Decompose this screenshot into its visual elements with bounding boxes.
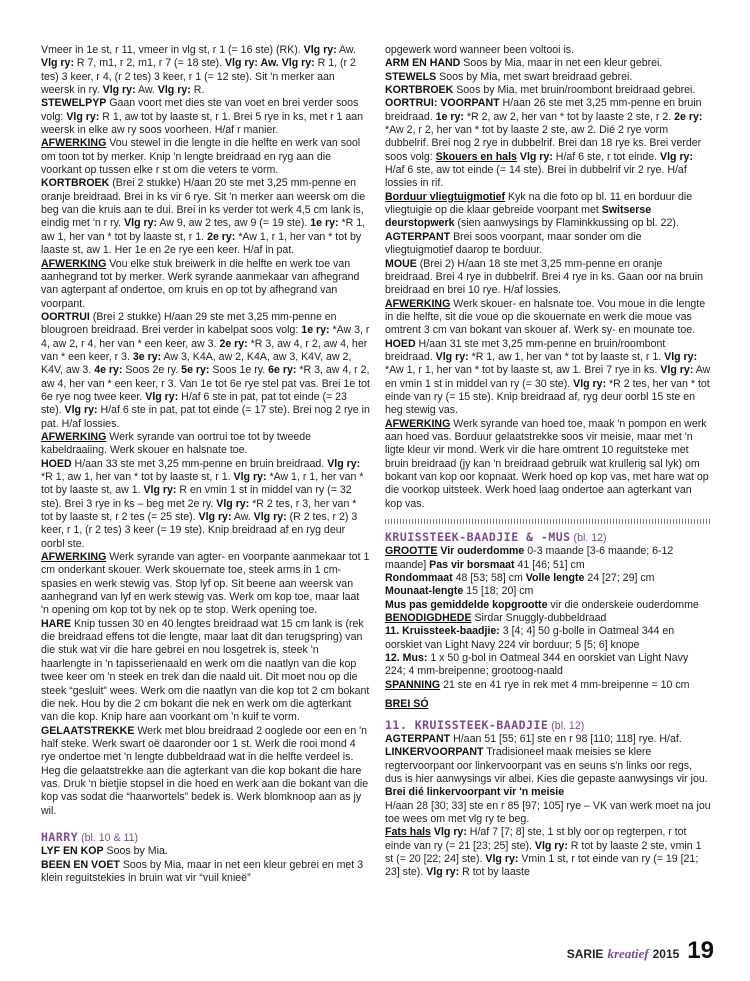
paragraph <box>385 338 711 418</box>
paragraph <box>385 625 711 652</box>
bold-term: Fats hals <box>385 826 431 839</box>
text-run: 24 [27; 29] cm <box>584 572 655 585</box>
paragraph <box>385 57 711 70</box>
bold-term: Vlg ry: <box>66 110 100 123</box>
text-run: 0-3 maande [3-6 maande; 6-12 maande] <box>385 545 674 571</box>
bold-term: Vlg ry: <box>233 471 267 483</box>
footer-brand: SARIE <box>566 947 604 961</box>
text-run: Aw. <box>336 44 356 56</box>
paragraph <box>41 725 370 818</box>
bold-term: LYF EN KOP <box>41 845 104 858</box>
text-run: Tradisioneel maak meisies se klere regtervoorpant oor linkervoorpant vas en seuns s'n links oor regs, dus is hier aanwysings vir albei. Kies die gepaste aanwysings vir jou. <box>385 746 708 785</box>
text-run: R 7, m1, r 2, m1, r 7 (= 18 ste). <box>73 57 225 70</box>
text-run: 41 [46; 51] cm <box>514 558 585 571</box>
paragraph <box>385 44 711 57</box>
text-run: Knip tussen 30 en 40 lengtes breidraad wat 15 cm lank is (rek die breidraad effens tot die lengte, maar laat dit dan terugspring) van die stuk wat vir die hare gebrei en nou losgetrek is, steek 'n haarlengte in 'n tapisserienaald en werk om die naatlyn van die kop twee keer om 'n steek en trek dan die naald uit. Dit moet nou op die steek “gesluit” wees. Werk om die naatlyn van die kop tot 2 cm bokant die nek. Hou by die 2 cm bokant die nek en werk om die agterkant van die kop. Knip hare aan voorkant om 'n kuif te vorm. <box>41 617 370 724</box>
bold-term: 2e ry: <box>219 337 248 350</box>
text-run: *R 3, aw 4, r 2, aw 4, her van * een keer, r 3. Van 1e tot 6e rye stel pat vas. Brei 1e tot 6e rye nog twee keer. <box>41 364 370 403</box>
paragraph <box>385 71 711 84</box>
paragraph <box>41 97 370 137</box>
bold-term: 12. Mus: <box>385 652 428 665</box>
text-run: H/af 6 ste in pat, pat tot einde (= 17 ste). Brei nog 2 rye in pat. H/af lossies. <box>41 404 370 430</box>
text-run: H/aan 51 [55; 61] ste en r 98 [110; 118] rye. H/af. <box>450 732 682 745</box>
text-run: H/aan 33 ste met 3,25 mm-penne en bruin breidraad. <box>71 457 328 470</box>
bold-term: OORTRUI: VOORPANT <box>385 97 500 110</box>
text-run: *R 2, aw 2, her van * tot by laaste 2 ste, r 2. <box>463 110 675 123</box>
section-title: 11. KRUISSTEEK-BAADJIE <box>385 717 549 732</box>
bold-term: KORTBROEK <box>385 84 454 97</box>
paragraph <box>41 859 370 886</box>
page-footer <box>567 937 714 965</box>
bold-term: 3e ry: <box>132 350 162 363</box>
bold-term: Vlg ry: <box>573 377 607 390</box>
page-reference: (bl. 12) <box>548 719 585 732</box>
section-title: KRUISSTEEK-BAADJIE & -MUS <box>385 530 571 545</box>
page-number: 19 <box>687 937 714 964</box>
text-run: Werk met blou breidraad 2 ooglede oor een en 'n half steke. Werk swart oë daaronder oor 1 st. Werk die rooi mond 4 rye ondertoe met 'n lengte dubbeldraad wat in die helfte verdeel is. Heg die gelaatstrekke aan die agterkant van die kop bokant die hare vas. Druk 'n bietjie stopsel in die hoed en werk aan die bokant van die kop vas sodat die “haarwortels” bedek is. Werk blomknoop aan as jy wil. <box>41 724 369 817</box>
text-run: (Brei 2 stukke) H/aan 29 ste met 3,25 mm-penne en blougroen breidraad. Brei verder in kabelpat soos volg: <box>41 310 337 337</box>
paragraph <box>385 258 711 298</box>
text-run: Vmin 1 st, r tot einde van ry (= 19 [21; 23] ste). <box>385 852 699 879</box>
bold-term: Rondommaat <box>385 572 453 585</box>
text-run: opgewerk word wanneer been voltooi is. <box>385 44 575 56</box>
text-run: (sien aanwysings by Flaminkkussing op bl. 22). <box>454 217 679 230</box>
bold-term: ARM EN HAND <box>385 57 461 70</box>
spacer <box>41 818 370 824</box>
text-run: *Aw 1, r 1, her van * tot by laaste st, aw 1. <box>41 471 364 497</box>
text-run: Gaan voort met dies ste van voet en brei verder soos volg: <box>41 97 359 123</box>
text-run: Aw 3, K4A, aw 2, K4A, aw 3, K4V, aw 2, K4V, aw 3. <box>41 350 352 377</box>
bold-term: AFWERKING <box>385 297 451 310</box>
text-run: 48 [53; 58] cm <box>452 572 526 585</box>
text-run: 3 [4; 4] 50 g-bolle in Oatmeal 344 en oorskiet van Light Navy 224 vir borduur; 5 [5; 6] knope <box>385 625 675 651</box>
text-run: Soos by Mia, maar in net een kleur gebrei en met 3 klein reguitstekies in bruin wat vir “vuil knieë” <box>41 858 364 884</box>
paragraph <box>385 733 711 746</box>
paragraph <box>385 652 711 679</box>
bold-term: Vlg ry: <box>519 150 553 163</box>
bold-term: 1e ry: <box>310 217 339 230</box>
paragraph <box>385 746 711 786</box>
text-run: H/af 6 ste, aw tot einde (= 14 ste). Brei in dubbelrif vir 2 rye. H/af lossies in rif. <box>385 164 687 190</box>
text-run: H/aan 31 ste met 3,25 mm-penne en bruin/roombont breidraad. <box>385 337 666 363</box>
bold-term: BREI SÓ <box>385 698 429 711</box>
bold-term: STEWELS <box>385 70 437 83</box>
text-run: Soos by Mia, met swart breidraad gebrei. <box>436 70 633 83</box>
text-run: Vou elke stuk breiwerk in die helfte en werk toe van aanhegrand tot by merker. Werk syrande aanmekaar van afhegrand van agterpant af ondertoe, om kruis en op tot by afhegrand van voorpant. <box>41 257 360 310</box>
text-run: Werk syrande van oortrui toe tot by tweede kabeldraaiing. Werk skouer en halsnate toe. <box>41 430 312 457</box>
text-run: R. <box>190 84 205 97</box>
bold-term: Vlg ry: <box>433 826 467 839</box>
text-run: Vmeer in 1e st, r 11, vmeer in vlg st, r 1 (= 16 ste) (RK). <box>41 44 304 56</box>
bold-term: Vlg ry: <box>327 457 361 470</box>
bold-term: AGTERPANT <box>385 732 451 745</box>
bold-term: Vlg ry: <box>435 350 469 363</box>
text-run: R 1, aw tot by laaste st, r 1. Brei 5 rye in ks, met r 1 aan weersk in elke aw ry soos voorheen. H/af r manier. <box>41 110 364 137</box>
bold-term: AFWERKING <box>41 257 107 270</box>
paragraph <box>41 137 370 177</box>
bold-term: 1e ry: <box>301 324 330 337</box>
bold-term: Vlg ry: <box>485 852 519 865</box>
paragraph <box>385 191 711 231</box>
text-run: *Aw 2, r 2, her van * tot by laaste 2 ste, aw 2. Dié 2 rye vorm dubbelrif. Brei nog 2 rye in dubbelrif. Brei dan 18 rye ks. Brei verder soos volg: <box>385 124 702 163</box>
bold-term: Vir ouderdomme <box>437 545 525 558</box>
bold-term: 4e ry: <box>94 364 123 377</box>
paragraph <box>385 800 711 827</box>
text-run: H/af 7 [7; 8] ste, 1 st bly oor op regterpen, r tot einde van ry (= 21 [23; 25] ste). <box>385 826 687 852</box>
bold-term: HOED <box>41 457 72 470</box>
paragraph <box>385 786 711 799</box>
paragraph <box>385 418 711 511</box>
bold-term: GELAATSTREKKE <box>41 724 135 737</box>
paragraph <box>385 599 711 612</box>
bold-term: 2e ry: <box>674 110 703 123</box>
text-run: *Aw 1, r 1, her van * tot by laaste st, aw 1. Brei 7 rye in ks. <box>385 364 661 377</box>
text-run: R 1, (r 2 tes) 3 keer, r 4, (r 2 tes) 3 keer, r 1 (= 12 ste). Sit 'n merker aan weersk in ry. <box>41 57 356 97</box>
bold-term: Borduur vliegtuigmotief <box>385 190 506 203</box>
text-run: Werk skouer- en halsnate toe. Vou moue in die lengte in die helfte, sit die voue op die skouernate en werk die moue vas omtrent 3 cm van bokant van skouer af. Werk sy- en mounate toe. <box>385 297 706 337</box>
left-column <box>41 44 370 885</box>
bold-term: Vlg ry: <box>64 404 98 417</box>
bold-term: Mounaat-lengte <box>385 585 464 598</box>
bold-term: 5e ry: <box>181 364 210 377</box>
section-divider <box>385 519 711 524</box>
paragraph <box>41 311 370 431</box>
paragraph <box>41 44 370 97</box>
text-run: Brei soos voorpant, maar sonder om die vliegtuigmotief daarop te borduur. <box>385 230 642 257</box>
paragraph <box>385 698 711 711</box>
text-run: Sirdar Snuggly-dubbeldraad <box>471 612 607 625</box>
page-reference: (bl. 10 & 11) <box>78 831 138 844</box>
text-run: R en vmin 1 st in middel van ry (= 32 ste). Brei 3 rye in ks – beg met 2e ry. <box>41 484 352 510</box>
bold-term: Brei dié linkervoorpant vir 'n meisie <box>385 786 565 799</box>
bold-term: BENODIGDHEDE <box>385 612 472 625</box>
text-run: Soos by Mia, met bruin/roombont breidraad gebrei. <box>453 84 696 97</box>
bold-term: Vlg ry: <box>216 497 250 510</box>
text-run: Soos 2e ry. <box>122 364 182 377</box>
bold-term: Vlg ry: <box>253 511 287 524</box>
text-run: 21 ste en 41 rye in rek met 4 mm-breipenne = 10 cm <box>440 678 690 691</box>
text-run: H/af 6 ste, r tot einde. <box>552 150 661 163</box>
text-run: Aw. <box>135 84 158 97</box>
text-run: (Brei 2) H/aan 18 ste met 3,25 mm-penne en oranje breidraad. Brei 4 rye in dubbelrif. Brei 4 rye in ks. Gaan oor na bruin breidraad en brei 10 rye. H/af lossies. <box>385 257 703 297</box>
page-reference: (bl. 12) <box>570 532 607 545</box>
bold-term: AFWERKING <box>41 137 107 150</box>
text-run: H/aan 26 ste met 3,25 mm-penne en bruin breidraad. <box>385 97 702 123</box>
bold-term: OORTRUI <box>41 310 90 323</box>
section-heading <box>385 531 711 545</box>
section-heading <box>385 719 711 733</box>
bold-term: 1e ry: <box>435 110 464 123</box>
bold-term: Vlg ry: <box>143 484 177 497</box>
paragraph <box>385 545 711 572</box>
bold-term: GROOTTE <box>385 545 438 558</box>
bold-term: Mus pas gemiddelde kopgrootte <box>385 598 548 611</box>
paragraph <box>41 845 370 858</box>
bold-term: Vlg ry: <box>124 217 158 230</box>
text-run: Werk syrande van agter- en voorpante aanmekaar tot 1 cm onderkant skouer. Werk skouernate toe, steek arms in 1 cm-spasies en werk stewig vas. Stop lyf op. Sit beene aan weersk van aanhegrand van lyf en werk stewig vas. Werk om kop toe, maar laat 'n opening om kop tot by nek op te stop. Werk opening toe. <box>41 551 370 617</box>
paragraph <box>385 679 711 692</box>
section-title: HARRY <box>41 829 79 844</box>
bold-term: LINKERVOORPANT <box>385 746 484 759</box>
bold-term: Volle lengte <box>525 572 585 585</box>
bold-term: BEEN EN VOET <box>41 858 120 871</box>
bold-term: HARE <box>41 617 72 630</box>
paragraph <box>41 618 370 725</box>
section-heading <box>41 831 370 845</box>
text-run: Aw. <box>231 511 254 524</box>
paragraph <box>385 572 711 585</box>
paragraph <box>41 431 370 458</box>
text-run: Aw en vmin 1 st in middel van ry (= 30 ste). <box>385 364 711 390</box>
text-run: Soos by Mia. <box>103 845 168 858</box>
text-run: Soos by Mia, maar in net een kleur gebrei. <box>460 57 663 70</box>
bold-term: Vlg ry: <box>664 350 698 363</box>
bold-term: STEWELPYP <box>41 97 107 110</box>
bold-term: Vlg ry: <box>198 511 232 524</box>
paragraph <box>41 551 370 618</box>
paragraph <box>385 612 711 625</box>
text-run: vir die onderskeie ouderdomme <box>547 598 699 611</box>
text-run: 1 x 50 g-bol in Oatmeal 344 en oorskiet van Light Navy 224; 4 mm-breipenne; grootoog-naald <box>385 652 689 678</box>
bold-term: Vlg ry: <box>145 390 179 403</box>
bold-term: AFWERKING <box>385 417 451 430</box>
bold-term: Pas vir borsmaat <box>429 558 515 571</box>
bold-term: HOED <box>385 337 416 350</box>
text-run: 15 [18; 20] cm <box>463 585 534 598</box>
paragraph <box>41 258 370 311</box>
bold-term: AFWERKING <box>41 430 107 443</box>
text-run: *R 1, aw 1, her van * tot by laaste st, r 1. <box>468 350 665 363</box>
paragraph <box>41 458 370 551</box>
bold-term: Vlg ry: <box>41 57 74 70</box>
bold-term: Vlg ry: <box>660 150 693 163</box>
footer-brand-sub: kreatief <box>607 946 649 961</box>
text-run: R tot by laaste 2 ste, vmin 1 st (= 20 [22; 24] ste). <box>385 839 702 865</box>
bold-term: Vlg ry: <box>426 866 460 879</box>
paragraph <box>41 177 370 257</box>
text-run: Vou stewel in die lengte in die helfte en werk van sool om toon tot by merker. Knip 'n lengte breidraad en ryg aan die voorkant op tussen elke r st om die veters te vorm. <box>41 137 361 177</box>
text-run: Aw 9, aw 2 tes, aw 9 (= 19 ste). <box>157 217 311 230</box>
text-run: *R 3, aw 4, r 2, aw 4, her van * een keer, r 3. <box>41 337 368 363</box>
text-run: Soos 1e ry. <box>209 364 269 377</box>
bold-term: SPANNING <box>385 678 441 691</box>
footer-year: 2015 <box>652 947 680 961</box>
text-run: *R 1, aw 1, her van * tot by laaste st, r 1. <box>41 217 366 243</box>
text-run: H/af 6 ste in pat, pat tot einde (= 23 ste). <box>41 390 347 417</box>
text-run: R tot by laaste <box>459 866 530 879</box>
paragraph <box>385 298 711 338</box>
bold-term: KORTBROEK <box>41 177 110 190</box>
bold-term: 2e ry: <box>207 230 236 243</box>
text-run: (R 2 tes, r 2) 3 keer, r 1, (r 2 tes) 3 keer (= 19 ste). Knip breidraad af en ryg deur oorbl ste. <box>41 511 358 550</box>
paragraph <box>385 585 711 598</box>
text-run: Werk syrande van hoed toe, maak 'n pompon en werk aan hoed vas. Borduur gelaatstrekke soos vir meisie, maar met 'n ligte kleur vir mond. Werk vir die hare omtrent 10 reguitsteke met bruin breidraad (jy kan 'n breidraad gebruik wat krullerig sal lyk) om bokant van kop oor kopnaat. Werk hoed op kop vas, met hare wat op die voorkop uitsteek. Werk hoed laag ondertoe aan agterkant van kop vas. <box>385 417 709 510</box>
bold-term: Vlg ry: Aw. Vlg ry: <box>224 57 315 70</box>
paragraph <box>385 97 711 190</box>
text-run: *R 1, aw 1, her van * tot by laaste st, r 1. <box>41 471 234 483</box>
paragraph <box>385 826 711 879</box>
bold-term: AGTERPANT <box>385 230 451 243</box>
text-run: *R 2 tes, r 3, her van * tot by laaste st, r 2 tes (= 25 ste). <box>41 497 357 524</box>
paragraph <box>385 84 711 97</box>
bold-term: Vlg ry: <box>157 84 191 97</box>
text-run: Kyk na die foto op bl. 11 en borduur die vliegtuigie op die klaar gebreide voorpant met <box>385 190 693 217</box>
bold-term: AFWERKING <box>41 551 107 564</box>
text-run: *Aw 3, r 4, aw 2, r 4, her van * een keer, aw 3. <box>41 324 370 350</box>
text-run: (Brei 2 stukke) H/aan 20 ste met 3,25 mm-penne en oranje breidraad. Brei in ks vir 6 rye. Sit 'n merker aan weersk om die beg van die kruis aan te dui. Brei in ks verder tot werk 4,5 cm lank is, eindig met 'n r ry. <box>41 177 366 230</box>
paragraph <box>385 231 711 258</box>
bold-term: 6e ry: <box>268 364 297 377</box>
right-column <box>385 44 711 880</box>
bold-term: Vlg ry: <box>102 84 136 97</box>
bold-term: 11. Kruissteek-baadjie: <box>385 625 500 638</box>
text-run: *R 2 tes, her van * tot einde van ry (= 15 ste). Knip breidraad af, ryg deur oorbl 15 ste en heg stewig vas. <box>385 377 710 417</box>
bold-term: Vlg ry: <box>303 44 337 56</box>
bold-term: Vlg ry: <box>660 364 694 377</box>
bold-term: Skouers en hals <box>435 150 517 163</box>
bold-term: Switserse deurstopwerk <box>385 204 652 230</box>
text-run: *Aw 1, r 1, her van * tot by laaste st, aw 1. Her 1e en 2e rye een keer. H/af in pat. <box>41 230 362 257</box>
bold-term: MOUE <box>385 257 417 270</box>
bold-term: Vlg ry: <box>534 839 568 852</box>
text-run: H/aan 28 [30; 33] ste en r 85 [97; 105] rye – VK van werk moet na jou toe wees om met vlg ry te beg. <box>385 799 711 825</box>
